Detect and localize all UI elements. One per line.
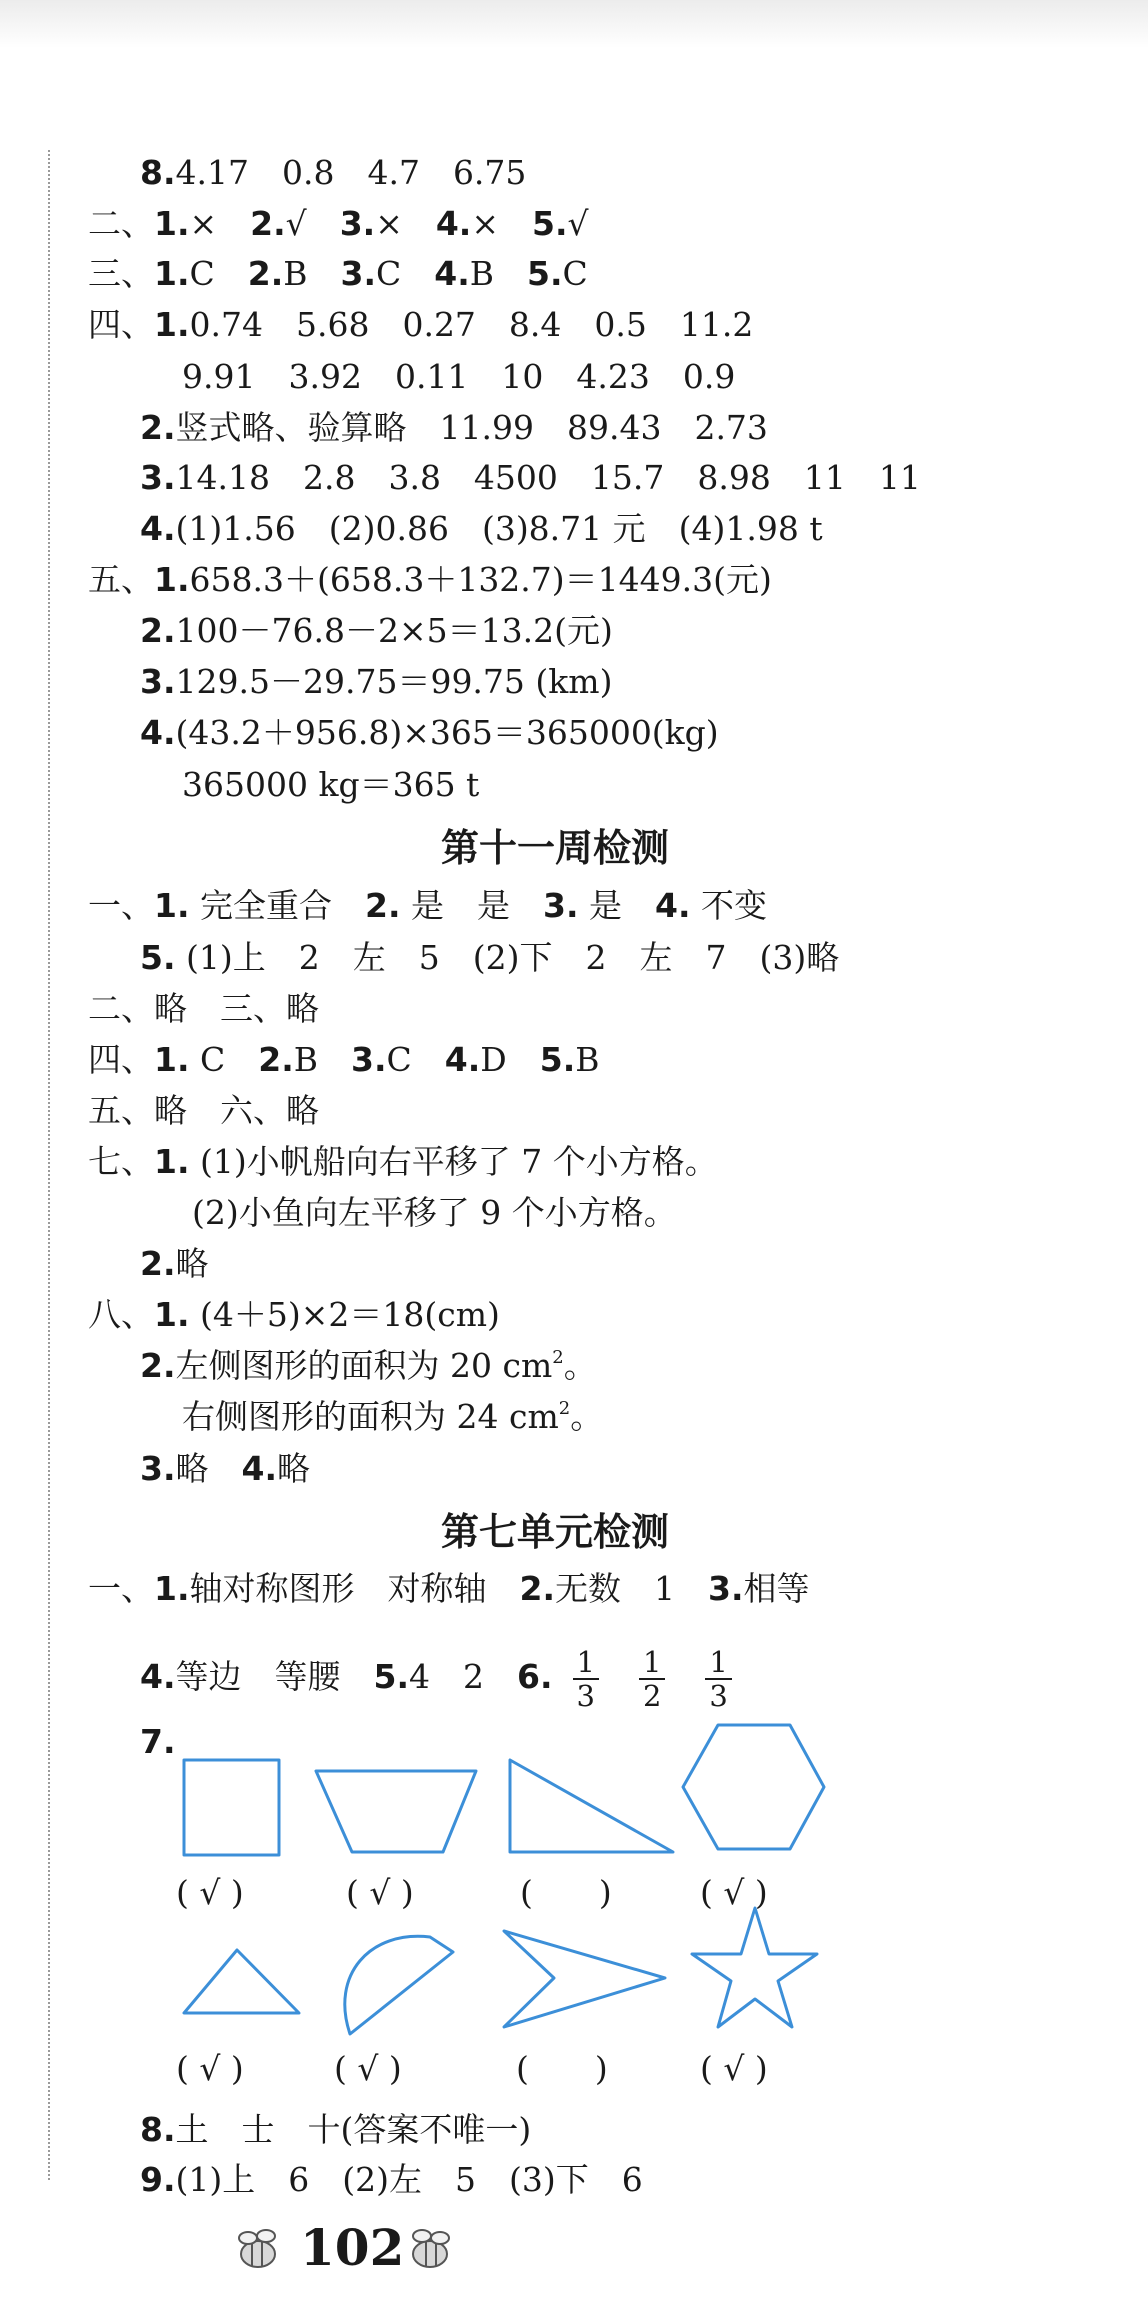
answer-line-section-5-4: 4.(43.2＋956.8)×365＝365000(kg) <box>140 713 719 752</box>
answer-line-section-5-2: 2.100－76.8－2×5＝13.2(元) <box>140 611 613 650</box>
answer-line-w11-sections-2-3: 二、略 三、略 <box>88 989 319 1028</box>
answer-line-w11-section-7-2: 2.略 <box>140 1244 209 1283</box>
answer-line-w11-1: 一、1. 完全重合 2. 是 是 3. 是 4. 不变 <box>88 886 767 925</box>
answer-line-w11-sections-5-6: 五、略 六、略 <box>88 1091 319 1130</box>
arrow-shape <box>504 1931 665 2027</box>
answer-line-w11-section-8-2-cont: 右侧图形的面积为 24 $cm^2$。 <box>182 1397 604 1436</box>
answer-line-w11-section-8-3-4: 3.略 4.略 <box>140 1449 310 1488</box>
answer-line-section-5-3: 3.129.5－29.75＝99.75 (km) <box>140 662 613 701</box>
answer-line-w11-section-8-1: 八、1. (4＋5)×2＝18(cm) <box>88 1295 500 1334</box>
answer-line-section-4-4: 4.(1)1.56 (2)0.86 (3)8.71 元 (4)1.98 t <box>140 509 823 548</box>
isosceles-triangle-shape <box>184 1950 299 2013</box>
answer-line-u7-7: 7. <box>140 1722 176 1761</box>
check-mark-1-1: ( √ ) <box>176 1873 244 1912</box>
check-mark-1-3: ( ) <box>520 1873 612 1912</box>
fraction-1: $\frac{1}{3}$ <box>573 1646 599 1712</box>
answer-line-u7-8: 8.土 士 十(答案不唯一) <box>140 2110 532 2149</box>
star-shape <box>692 1908 817 2027</box>
answer-line-w11-section-7-1-cont: (2)小鱼向左平移了 9 个小方格。 <box>192 1193 677 1232</box>
answer-line-section-5-4-cont: 365000 kg＝365 t <box>182 765 480 804</box>
answer-line-section-4-1: 四、1.0.74 5.68 0.27 8.4 0.5 11.2 <box>88 305 754 344</box>
section-heading-week-11: 第十一周检测 <box>440 826 669 870</box>
check-mark-1-4: ( √ ) <box>700 1873 768 1912</box>
check-mark-2-3: ( ) <box>516 2049 608 2088</box>
check-mark-2-1: ( √ ) <box>176 2049 244 2088</box>
answer-line-section-4-2: 2.竖式略、验算略 11.99 89.43 2.73 <box>140 408 768 447</box>
answer-line-w11-section-4: 四、1. C 2.B 3.C 4.D 5.B <box>88 1040 600 1079</box>
bee-ornament-left-icon <box>230 2222 286 2278</box>
answer-line-w11-section-8-2: 2.左侧图形的面积为 20 $cm^2$。 <box>140 1346 597 1385</box>
answer-line-u7-9: 9.(1)上 6 (2)左 5 (3)下 6 <box>140 2160 643 2199</box>
answer-line-8: 8.4.17 0.8 4.7 6.75 <box>140 153 527 192</box>
check-mark-2-4: ( √ ) <box>700 2049 768 2088</box>
answer-line-section-5-1: 五、1.658.3＋(658.3＋132.7)＝1449.3(元) <box>88 560 772 599</box>
answer-line-w11-5: 5. (1)上 2 左 5 (2)下 2 左 7 (3)略 <box>140 938 840 977</box>
answer-line-section-2: 二、1.× 2.√ 3.× 4.× 5.√ <box>88 204 589 243</box>
semicircle-shape <box>345 1936 453 2034</box>
answer-line-w11-section-7-1: 七、1. (1)小帆船向右平移了 7 个小方格。 <box>88 1142 718 1181</box>
bee-ornament-right-icon <box>402 2222 458 2278</box>
check-mark-2-2: ( √ ) <box>334 2049 402 2088</box>
answer-line-u7-4: 4.等边 等腰 5.4 2 6. $\frac{1}{3}$ $\frac{1}{2}$ $\frac{1}{3}$ <box>140 1646 752 1712</box>
answer-line-u7-1: 一、1.轴对称图形 对称轴 2.无数 1 3.相等 <box>88 1569 810 1608</box>
square-shape <box>184 1760 279 1855</box>
answer-line-section-3: 三、1.C 2.B 3.C 4.B 5.C <box>88 254 588 293</box>
check-mark-1-2: ( √ ) <box>346 1873 414 1912</box>
trapezoid-shape <box>316 1771 476 1852</box>
answer-line-section-4-1-cont: 9.91 3.92 0.11 10 4.23 0.9 <box>182 357 736 396</box>
answer-line-section-4-3: 3.14.18 2.8 3.8 4500 15.7 8.98 11 11 <box>140 458 921 497</box>
hexagon-shape <box>683 1725 824 1849</box>
right-triangle-shape <box>510 1760 673 1852</box>
fraction-3: $\frac{1}{3}$ <box>705 1646 731 1712</box>
page-number: 102 <box>300 2218 405 2277</box>
fraction-2: $\frac{1}{2}$ <box>639 1646 665 1712</box>
section-heading-unit-7: 第七单元检测 <box>440 1510 669 1554</box>
